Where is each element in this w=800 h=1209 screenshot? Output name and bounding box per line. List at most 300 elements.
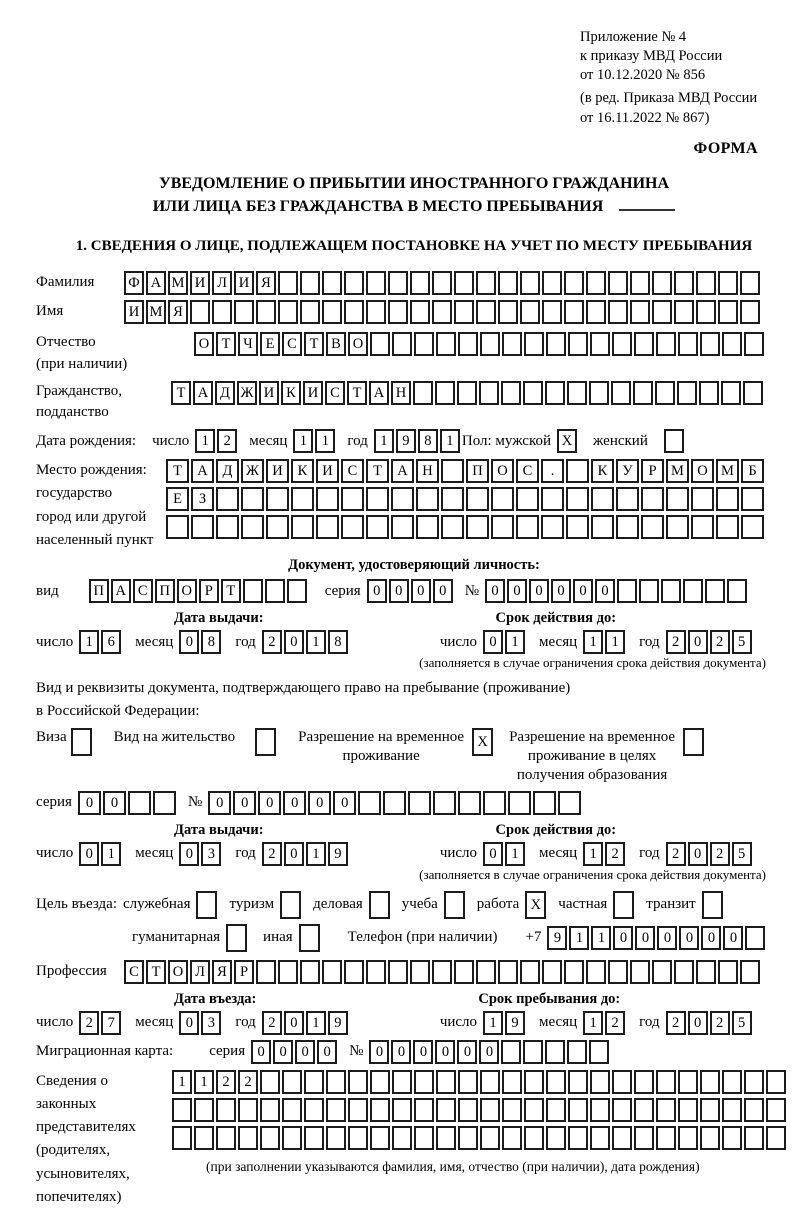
char-cell[interactable]: 2 [217, 429, 237, 453]
char-cell[interactable] [316, 515, 339, 539]
char-cell[interactable]: 5 [732, 1011, 752, 1035]
char-cell[interactable]: Н [391, 381, 411, 405]
char-cell[interactable] [545, 1040, 565, 1064]
char-cell[interactable]: 1 [591, 926, 611, 950]
char-cell[interactable] [388, 960, 408, 984]
char-cell[interactable] [216, 487, 239, 511]
char-cell[interactable] [216, 1098, 236, 1122]
char-cell[interactable] [716, 515, 739, 539]
char-cell[interactable] [718, 271, 738, 295]
char-cell[interactable]: 0 [283, 791, 306, 815]
char-cell[interactable] [498, 271, 518, 295]
sex-male-checkbox[interactable]: X [557, 429, 577, 453]
char-cell[interactable] [414, 1126, 434, 1150]
char-cell[interactable] [436, 1070, 456, 1094]
char-cell[interactable] [766, 1070, 786, 1094]
char-cell[interactable]: А [191, 459, 214, 483]
char-cell[interactable]: 0 [258, 791, 281, 815]
char-cell[interactable]: . [541, 459, 564, 483]
char-cell[interactable] [586, 300, 606, 324]
char-cell[interactable] [278, 960, 298, 984]
char-cell[interactable] [172, 1098, 192, 1122]
char-cell[interactable]: 0 [79, 842, 99, 866]
char-cell[interactable] [568, 1126, 588, 1150]
char-cell[interactable] [216, 515, 239, 539]
char-cell[interactable]: Ч [238, 332, 258, 356]
char-cell[interactable]: 2 [216, 1070, 236, 1094]
char-cell[interactable] [502, 1098, 522, 1122]
char-cell[interactable]: 0 [251, 1040, 271, 1064]
char-cell[interactable] [674, 271, 694, 295]
char-cell[interactable] [441, 515, 464, 539]
char-cell[interactable] [639, 579, 659, 603]
char-cell[interactable] [304, 1098, 324, 1122]
char-cell[interactable] [745, 926, 765, 950]
char-cell[interactable] [612, 1098, 632, 1122]
char-cell[interactable] [282, 1070, 302, 1094]
char-cell[interactable] [502, 332, 522, 356]
char-cell[interactable] [212, 300, 232, 324]
char-cell[interactable] [677, 381, 697, 405]
char-cell[interactable] [678, 1098, 698, 1122]
char-cell[interactable] [546, 1098, 566, 1122]
char-cell[interactable] [366, 271, 386, 295]
char-cell[interactable]: С [282, 332, 302, 356]
char-cell[interactable] [541, 487, 564, 511]
char-cell[interactable] [533, 791, 556, 815]
char-cell[interactable] [743, 381, 763, 405]
char-cell[interactable] [678, 1126, 698, 1150]
char-cell[interactable] [520, 271, 540, 295]
char-cell[interactable] [590, 1098, 610, 1122]
char-cell[interactable] [278, 271, 298, 295]
char-cell[interactable] [652, 960, 672, 984]
char-cell[interactable]: 1 [293, 429, 313, 453]
char-cell[interactable] [766, 1126, 786, 1150]
char-cell[interactable]: Д [216, 459, 239, 483]
char-cell[interactable] [683, 579, 703, 603]
char-cell[interactable] [744, 1126, 764, 1150]
char-cell[interactable]: 0 [613, 926, 633, 950]
char-cell[interactable] [476, 271, 496, 295]
char-cell[interactable] [432, 300, 452, 324]
char-cell[interactable] [316, 487, 339, 511]
char-cell[interactable]: У [616, 459, 639, 483]
char-cell[interactable] [388, 300, 408, 324]
char-cell[interactable] [661, 579, 681, 603]
edu-permit-checkbox[interactable] [683, 728, 704, 756]
char-cell[interactable] [498, 960, 518, 984]
char-cell[interactable] [691, 487, 714, 511]
char-cell[interactable]: 8 [418, 429, 438, 453]
char-cell[interactable] [278, 300, 298, 324]
char-cell[interactable] [410, 960, 430, 984]
char-cell[interactable]: 0 [391, 1040, 411, 1064]
char-cell[interactable] [652, 271, 672, 295]
char-cell[interactable]: 1 [306, 1011, 326, 1035]
char-cell[interactable]: А [111, 579, 131, 603]
char-cell[interactable]: Т [171, 381, 191, 405]
char-cell[interactable]: 2 [666, 630, 686, 654]
char-cell[interactable] [727, 579, 747, 603]
char-cell[interactable]: 1 [306, 842, 326, 866]
char-cell[interactable]: 1 [374, 429, 394, 453]
char-cell[interactable] [370, 1126, 390, 1150]
char-cell[interactable] [589, 381, 609, 405]
char-cell[interactable]: С [341, 459, 364, 483]
char-cell[interactable] [586, 960, 606, 984]
char-cell[interactable] [414, 1098, 434, 1122]
char-cell[interactable]: О [168, 960, 188, 984]
char-cell[interactable] [300, 960, 320, 984]
char-cell[interactable] [410, 300, 430, 324]
char-cell[interactable] [432, 271, 452, 295]
char-cell[interactable]: О [194, 332, 214, 356]
char-cell[interactable] [304, 1070, 324, 1094]
char-cell[interactable] [291, 515, 314, 539]
char-cell[interactable] [266, 515, 289, 539]
char-cell[interactable] [238, 1126, 258, 1150]
char-cell[interactable] [436, 332, 456, 356]
char-cell[interactable]: 5 [732, 630, 752, 654]
char-cell[interactable] [722, 1098, 742, 1122]
char-cell[interactable] [260, 1070, 280, 1094]
char-cell[interactable] [454, 300, 474, 324]
char-cell[interactable]: 0 [635, 926, 655, 950]
char-cell[interactable]: 0 [284, 842, 304, 866]
char-cell[interactable] [541, 515, 564, 539]
char-cell[interactable]: 2 [262, 630, 282, 654]
char-cell[interactable] [370, 332, 390, 356]
char-cell[interactable] [524, 1126, 544, 1150]
char-cell[interactable]: 0 [701, 926, 721, 950]
char-cell[interactable] [630, 300, 650, 324]
char-cell[interactable] [166, 515, 189, 539]
char-cell[interactable] [608, 271, 628, 295]
char-cell[interactable]: 0 [551, 579, 571, 603]
char-cell[interactable] [441, 487, 464, 511]
char-cell[interactable]: 0 [369, 1040, 389, 1064]
char-cell[interactable]: И [259, 381, 279, 405]
char-cell[interactable]: Т [366, 459, 389, 483]
char-cell[interactable]: С [133, 579, 153, 603]
char-cell[interactable]: 0 [688, 842, 708, 866]
char-cell[interactable] [722, 1126, 742, 1150]
purpose-humanitarian-checkbox[interactable] [226, 924, 247, 952]
char-cell[interactable]: Т [221, 579, 241, 603]
char-cell[interactable] [633, 381, 653, 405]
char-cell[interactable] [616, 515, 639, 539]
char-cell[interactable] [744, 1070, 764, 1094]
char-cell[interactable]: Л [212, 271, 232, 295]
char-cell[interactable] [740, 960, 760, 984]
char-cell[interactable] [282, 1098, 302, 1122]
char-cell[interactable] [568, 332, 588, 356]
char-cell[interactable] [589, 1040, 609, 1064]
char-cell[interactable] [612, 1070, 632, 1094]
char-cell[interactable]: 0 [573, 579, 593, 603]
char-cell[interactable]: 1 [315, 429, 335, 453]
char-cell[interactable] [666, 515, 689, 539]
char-cell[interactable] [542, 300, 562, 324]
char-cell[interactable] [611, 381, 631, 405]
char-cell[interactable] [634, 1070, 654, 1094]
char-cell[interactable] [567, 1040, 587, 1064]
char-cell[interactable]: 0 [233, 791, 256, 815]
residence-permit-checkbox[interactable] [255, 728, 276, 756]
char-cell[interactable]: 0 [284, 630, 304, 654]
char-cell[interactable]: В [326, 332, 346, 356]
char-cell[interactable] [370, 1070, 390, 1094]
char-cell[interactable]: Е [260, 332, 280, 356]
sex-female-checkbox[interactable] [664, 429, 684, 453]
char-cell[interactable]: 0 [411, 579, 431, 603]
char-cell[interactable] [691, 515, 714, 539]
char-cell[interactable] [722, 332, 742, 356]
char-cell[interactable] [172, 1126, 192, 1150]
char-cell[interactable]: 0 [529, 579, 549, 603]
char-cell[interactable] [501, 381, 521, 405]
char-cell[interactable] [238, 1098, 258, 1122]
char-cell[interactable] [718, 960, 738, 984]
char-cell[interactable] [466, 487, 489, 511]
char-cell[interactable]: Т [304, 332, 324, 356]
char-cell[interactable] [524, 332, 544, 356]
char-cell[interactable] [705, 579, 725, 603]
char-cell[interactable]: 1 [583, 1011, 603, 1035]
char-cell[interactable] [348, 1126, 368, 1150]
char-cell[interactable] [392, 1126, 412, 1150]
char-cell[interactable]: Д [215, 381, 235, 405]
char-cell[interactable] [700, 1126, 720, 1150]
char-cell[interactable] [344, 300, 364, 324]
char-cell[interactable] [641, 515, 664, 539]
char-cell[interactable] [326, 1070, 346, 1094]
purpose-business-checkbox[interactable] [369, 891, 390, 919]
char-cell[interactable] [476, 960, 496, 984]
char-cell[interactable] [480, 332, 500, 356]
char-cell[interactable]: 0 [103, 791, 126, 815]
char-cell[interactable] [458, 1126, 478, 1150]
purpose-private-checkbox[interactable] [613, 891, 634, 919]
char-cell[interactable]: 0 [657, 926, 677, 950]
char-cell[interactable] [128, 791, 151, 815]
char-cell[interactable] [516, 487, 539, 511]
char-cell[interactable]: 7 [101, 1011, 121, 1035]
char-cell[interactable] [480, 1126, 500, 1150]
char-cell[interactable]: 0 [433, 579, 453, 603]
char-cell[interactable]: 0 [595, 579, 615, 603]
char-cell[interactable]: Т [347, 381, 367, 405]
char-cell[interactable]: 9 [328, 1011, 348, 1035]
char-cell[interactable] [546, 332, 566, 356]
char-cell[interactable] [674, 300, 694, 324]
char-cell[interactable] [590, 332, 610, 356]
char-cell[interactable] [300, 300, 320, 324]
char-cell[interactable] [479, 381, 499, 405]
char-cell[interactable] [432, 960, 452, 984]
char-cell[interactable]: 1 [195, 429, 215, 453]
char-cell[interactable]: 1 [505, 842, 525, 866]
char-cell[interactable]: 0 [723, 926, 743, 950]
char-cell[interactable]: О [491, 459, 514, 483]
char-cell[interactable]: К [291, 459, 314, 483]
char-cell[interactable] [322, 960, 342, 984]
char-cell[interactable] [722, 1070, 742, 1094]
char-cell[interactable] [265, 579, 285, 603]
char-cell[interactable] [341, 487, 364, 511]
char-cell[interactable] [655, 381, 675, 405]
char-cell[interactable] [716, 487, 739, 511]
char-cell[interactable]: 0 [413, 1040, 433, 1064]
char-cell[interactable]: 1 [194, 1070, 214, 1094]
char-cell[interactable] [641, 487, 664, 511]
char-cell[interactable]: Р [641, 459, 664, 483]
char-cell[interactable] [348, 1098, 368, 1122]
char-cell[interactable] [480, 1098, 500, 1122]
char-cell[interactable]: 9 [396, 429, 416, 453]
char-cell[interactable] [524, 1070, 544, 1094]
char-cell[interactable]: 1 [605, 630, 625, 654]
purpose-tourism-checkbox[interactable] [280, 891, 301, 919]
char-cell[interactable] [416, 515, 439, 539]
char-cell[interactable]: П [89, 579, 109, 603]
char-cell[interactable]: И [234, 271, 254, 295]
char-cell[interactable]: М [146, 300, 166, 324]
char-cell[interactable]: 0 [507, 579, 527, 603]
char-cell[interactable] [391, 487, 414, 511]
char-cell[interactable] [454, 271, 474, 295]
char-cell[interactable] [483, 791, 506, 815]
char-cell[interactable]: Я [168, 300, 188, 324]
char-cell[interactable] [436, 1098, 456, 1122]
char-cell[interactable] [608, 300, 628, 324]
char-cell[interactable]: 0 [179, 630, 199, 654]
char-cell[interactable] [256, 300, 276, 324]
char-cell[interactable] [322, 300, 342, 324]
char-cell[interactable]: 1 [440, 429, 460, 453]
char-cell[interactable]: М [666, 459, 689, 483]
temp-permit-checkbox[interactable]: X [472, 728, 493, 756]
char-cell[interactable]: 9 [505, 1011, 525, 1035]
char-cell[interactable] [566, 459, 589, 483]
char-cell[interactable] [740, 300, 760, 324]
char-cell[interactable] [523, 381, 543, 405]
char-cell[interactable]: 0 [295, 1040, 315, 1064]
char-cell[interactable] [414, 1070, 434, 1094]
char-cell[interactable] [498, 300, 518, 324]
char-cell[interactable]: 9 [547, 926, 567, 950]
char-cell[interactable]: 0 [78, 791, 101, 815]
char-cell[interactable] [656, 332, 676, 356]
char-cell[interactable]: С [516, 459, 539, 483]
char-cell[interactable]: 6 [101, 630, 121, 654]
char-cell[interactable] [591, 515, 614, 539]
char-cell[interactable] [153, 791, 176, 815]
char-cell[interactable]: 3 [201, 842, 221, 866]
char-cell[interactable]: 2 [666, 1011, 686, 1035]
char-cell[interactable] [700, 1098, 720, 1122]
char-cell[interactable]: 0 [284, 1011, 304, 1035]
char-cell[interactable] [766, 1098, 786, 1122]
char-cell[interactable]: 1 [79, 630, 99, 654]
char-cell[interactable] [700, 332, 720, 356]
char-cell[interactable] [617, 579, 637, 603]
char-cell[interactable] [341, 515, 364, 539]
char-cell[interactable] [741, 487, 764, 511]
char-cell[interactable] [366, 515, 389, 539]
char-cell[interactable]: 0 [179, 1011, 199, 1035]
char-cell[interactable]: 1 [306, 630, 326, 654]
char-cell[interactable] [457, 381, 477, 405]
char-cell[interactable]: 0 [688, 1011, 708, 1035]
char-cell[interactable] [546, 1126, 566, 1150]
char-cell[interactable] [567, 381, 587, 405]
char-cell[interactable]: Н [416, 459, 439, 483]
char-cell[interactable] [414, 332, 434, 356]
char-cell[interactable]: 0 [333, 791, 356, 815]
char-cell[interactable] [630, 960, 650, 984]
char-cell[interactable]: О [691, 459, 714, 483]
char-cell[interactable] [436, 1126, 456, 1150]
char-cell[interactable] [260, 1126, 280, 1150]
char-cell[interactable] [502, 1126, 522, 1150]
char-cell[interactable]: Я [256, 271, 276, 295]
char-cell[interactable] [741, 515, 764, 539]
char-cell[interactable]: И [316, 459, 339, 483]
char-cell[interactable]: 1 [569, 926, 589, 950]
char-cell[interactable]: 0 [208, 791, 231, 815]
char-cell[interactable] [590, 1126, 610, 1150]
char-cell[interactable]: М [716, 459, 739, 483]
char-cell[interactable]: Я [212, 960, 232, 984]
char-cell[interactable] [326, 1126, 346, 1150]
char-cell[interactable] [542, 960, 562, 984]
char-cell[interactable]: С [124, 960, 144, 984]
char-cell[interactable] [491, 515, 514, 539]
purpose-study-checkbox[interactable] [444, 891, 465, 919]
char-cell[interactable] [366, 300, 386, 324]
char-cell[interactable] [656, 1098, 676, 1122]
char-cell[interactable]: П [155, 579, 175, 603]
char-cell[interactable]: 9 [328, 842, 348, 866]
char-cell[interactable] [194, 1126, 214, 1150]
char-cell[interactable]: 1 [172, 1070, 192, 1094]
char-cell[interactable] [433, 791, 456, 815]
char-cell[interactable] [458, 1098, 478, 1122]
char-cell[interactable]: Л [190, 960, 210, 984]
char-cell[interactable] [545, 381, 565, 405]
char-cell[interactable] [700, 1070, 720, 1094]
char-cell[interactable]: 2 [710, 630, 730, 654]
char-cell[interactable] [383, 791, 406, 815]
char-cell[interactable] [266, 487, 289, 511]
char-cell[interactable] [721, 381, 741, 405]
char-cell[interactable] [656, 1126, 676, 1150]
char-cell[interactable]: 2 [710, 1011, 730, 1035]
char-cell[interactable] [190, 300, 210, 324]
char-cell[interactable] [256, 960, 276, 984]
char-cell[interactable] [300, 271, 320, 295]
char-cell[interactable] [586, 271, 606, 295]
char-cell[interactable]: 0 [308, 791, 331, 815]
char-cell[interactable]: 0 [317, 1040, 337, 1064]
char-cell[interactable]: 0 [483, 842, 503, 866]
char-cell[interactable] [454, 960, 474, 984]
char-cell[interactable]: И [190, 271, 210, 295]
char-cell[interactable] [564, 271, 584, 295]
char-cell[interactable] [508, 791, 531, 815]
